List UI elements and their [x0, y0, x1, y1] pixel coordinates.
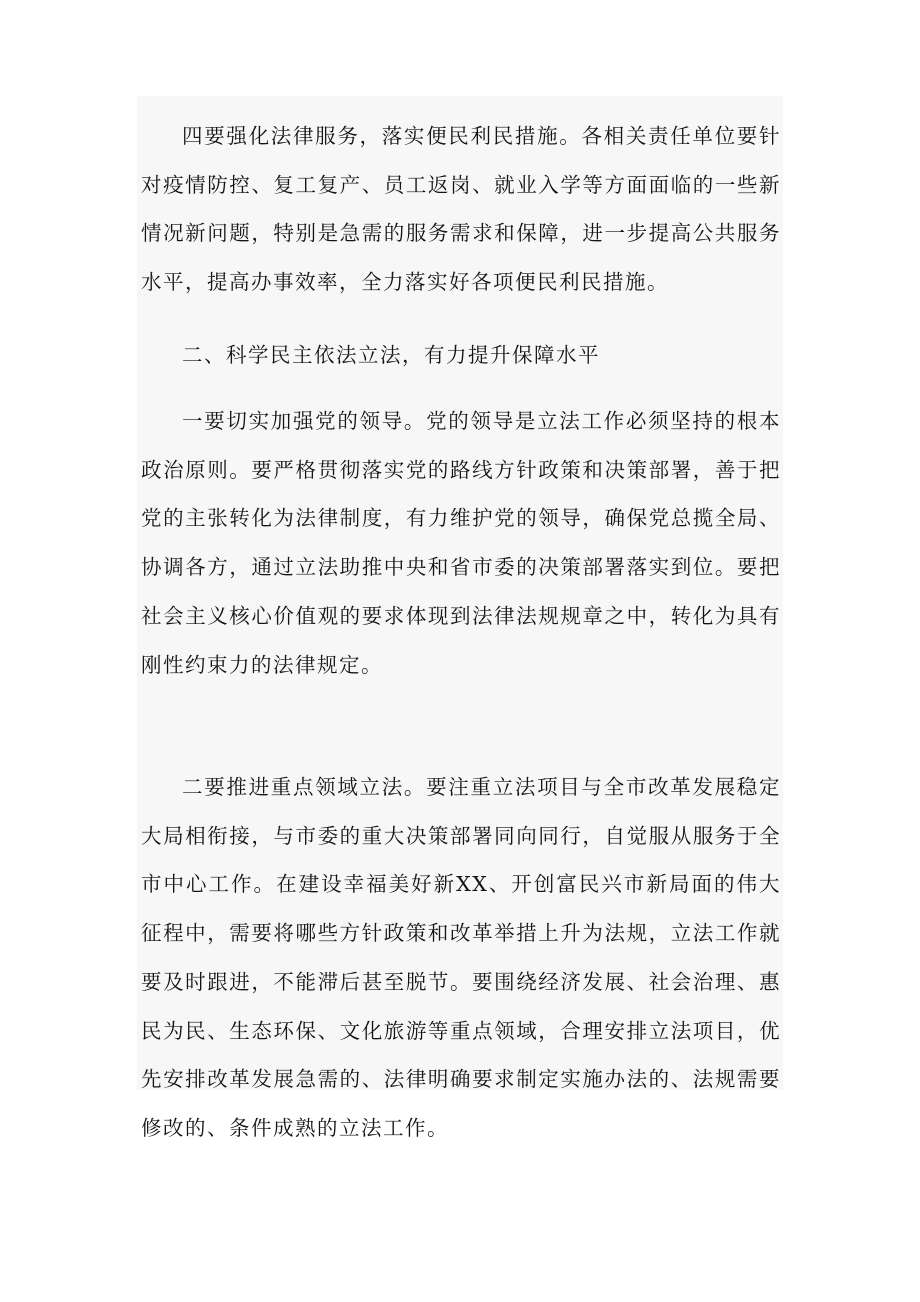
paragraph-key-legislation: 二要推进重点领域立法。要注重立法项目与全市改革发展稳定大局相衔接，与市委的重大决策部署同向同行，自觉服从服务于全市中心工作。在建设幸福美好新XX、开创富民兴市新局面的伟大征程中，需要将哪些方针政策和改革举措上升为法规，立法工作就要及时跟进，不能滞后甚至脱节。要围绕经济发展、社会治理、惠民为民、生态环保、文化旅游等重点领域，合理安排立法项目，优先安排改革发展急需的、法律明确要求制定实施办法的、法规需要修改的、条件成熟的立法工作。	[141, 775, 781, 1140]
paragraph-party-leadership: 一要切实加强党的领导。党的领导是立法工作必须坚持的根本政治原则。要严格贯彻落实党的路线方针政策和决策部署，善于把党的主张转化为法律制度，有力维护党的领导，确保党总揽全局、协调各方，通过立法助推中央和省市委的决策部署落实到位。要把社会主义核心价值观的要求体现到法律法规规章之中，转化为具有刚性约束力的法律规定。	[141, 409, 781, 677]
section-heading: 二、科学民主依法立法，有力提升保障水平	[182, 343, 600, 367]
paragraph-legal-services: 四要强化法律服务，落实便民利民措施。各相关责任单位要针对疫情防控、复工复产、员工返岗、就业入学等方面面临的一些新情况新问题，特别是急需的服务需求和保障，进一步提高公共服务水平，提高办事效率，全力落实好各项便民利民措施。	[141, 124, 781, 295]
